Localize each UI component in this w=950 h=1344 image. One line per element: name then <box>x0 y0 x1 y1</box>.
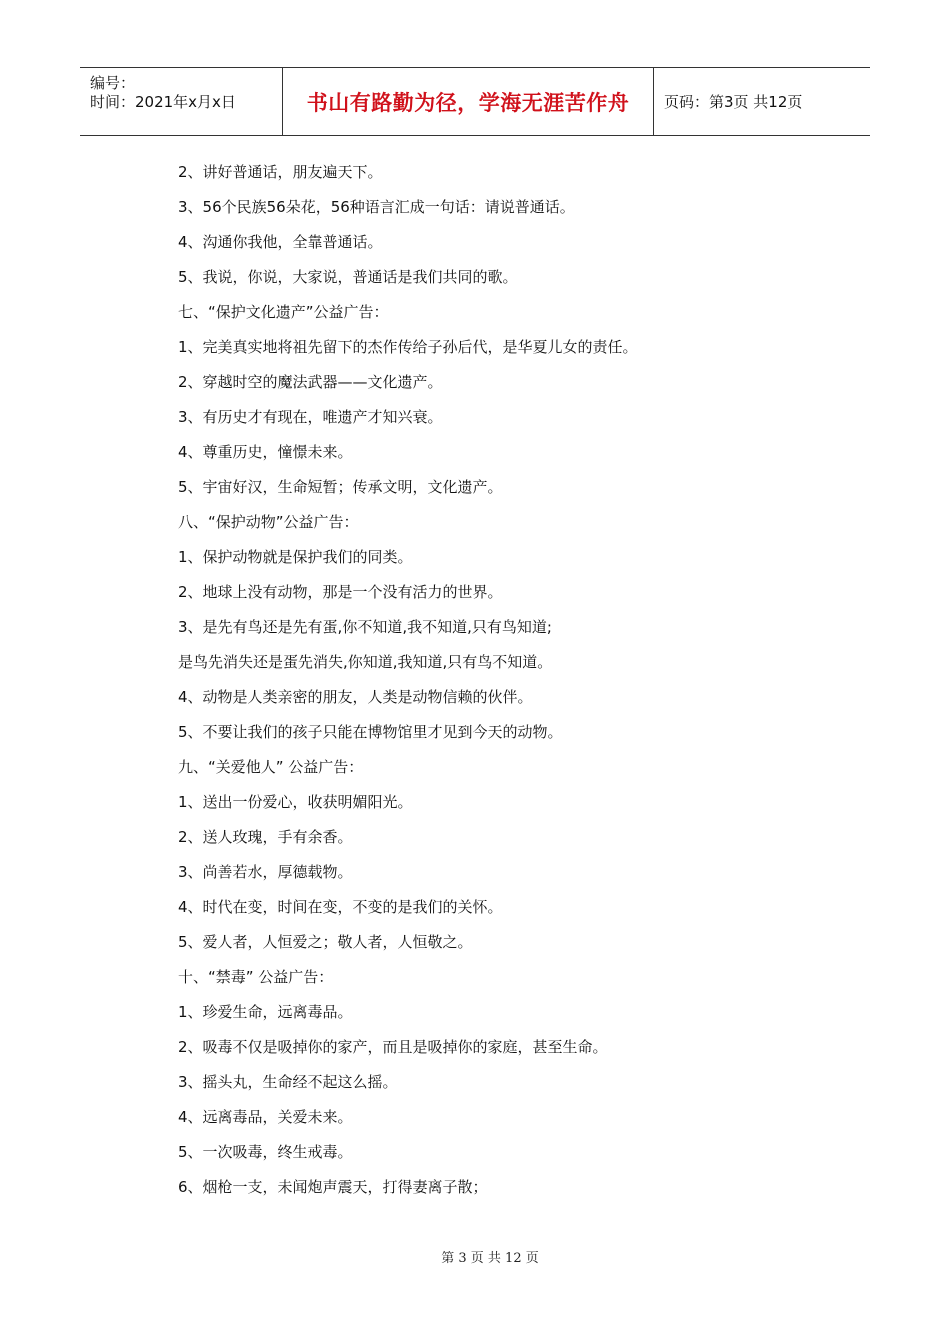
document-body <box>178 158 798 1208</box>
text-line: 2、讲好普通话，朋友遍天下。 <box>178 163 383 181</box>
page-header <box>80 67 870 136</box>
text-line: 3、是先有鸟还是先有蛋,你不知道,我不知道,只有鸟知道; <box>178 618 552 636</box>
text-line: 4、时代在变，时间在变，不变的是我们的关怀。 <box>178 898 503 916</box>
text-line: 1、完美真实地将祖先留下的杰作传给子孙后代，是华夏儿女的责任。 <box>178 338 638 356</box>
text-line: 4、动物是人类亲密的朋友，人类是动物信赖的伙伴。 <box>178 688 533 706</box>
text-line: 4、沟通你我他，全靠普通话。 <box>178 233 383 251</box>
text-line: 5、宇宙好汉，生命短暂；传承文明，文化遗产。 <box>178 478 503 496</box>
time-label: 时间：2021年x月x日 <box>90 93 236 111</box>
number-label: 编号： <box>90 74 136 92</box>
text-line: 3、有历史才有现在，唯遗产才知兴衰。 <box>178 408 443 426</box>
section-heading: 十、“禁毒” 公益广告： <box>178 968 334 986</box>
section-heading: 九、“关爱他人” 公益广告： <box>178 758 364 776</box>
text-line: 3、尚善若水，厚德载物。 <box>178 863 353 881</box>
text-line: 1、保护动物就是保护我们的同类。 <box>178 548 413 566</box>
text-line: 4、远离毒品，关爱未来。 <box>178 1108 353 1126</box>
header-motto: 书山有路勤为径，学海无涯苦作舟 <box>282 68 654 135</box>
text-line: 6、烟枪一支，未闻炮声震天，打得妻离子散； <box>178 1178 488 1196</box>
text-line: 2、送人玫瑰，手有余香。 <box>178 828 353 846</box>
text-line: 2、吸毒不仅是吸掉你的家产，而且是吸掉你的家庭，甚至生命。 <box>178 1038 608 1056</box>
section-heading: 七、“保护文化遗产”公益广告： <box>178 303 389 321</box>
text-line: 4、尊重历史，憧憬未来。 <box>178 443 353 461</box>
text-line: 2、地球上没有动物，那是一个没有活力的世界。 <box>178 583 503 601</box>
text-line: 是鸟先消失还是蛋先消失,你知道,我知道,只有鸟不知道。 <box>178 653 553 671</box>
header-page-info: 页码：第3页 共12页 <box>664 93 803 111</box>
text-line: 3、56个民族56朵花，56种语言汇成一句话：请说普通话。 <box>178 198 575 216</box>
text-line: 2、穿越时空的魔法武器——文化遗产。 <box>178 373 443 391</box>
section-heading: 八、“保护动物”公益广告： <box>178 513 359 531</box>
text-line: 3、摇头丸，生命经不起这么摇。 <box>178 1073 398 1091</box>
text-line: 5、一次吸毒，终生戒毒。 <box>178 1143 353 1161</box>
text-line: 5、不要让我们的孩子只能在博物馆里才见到今天的动物。 <box>178 723 563 741</box>
text-line: 1、送出一份爱心，收获明媚阳光。 <box>178 793 413 811</box>
text-line: 1、珍爱生命，远离毒品。 <box>178 1003 353 1021</box>
page-footer: 第 3 页 共 12 页 <box>441 1251 539 1266</box>
text-line: 5、爱人者，人恒爱之；敬人者，人恒敬之。 <box>178 933 473 951</box>
header-meta <box>80 68 282 135</box>
text-line: 5、我说，你说，大家说，普通话是我们共同的歌。 <box>178 268 518 286</box>
